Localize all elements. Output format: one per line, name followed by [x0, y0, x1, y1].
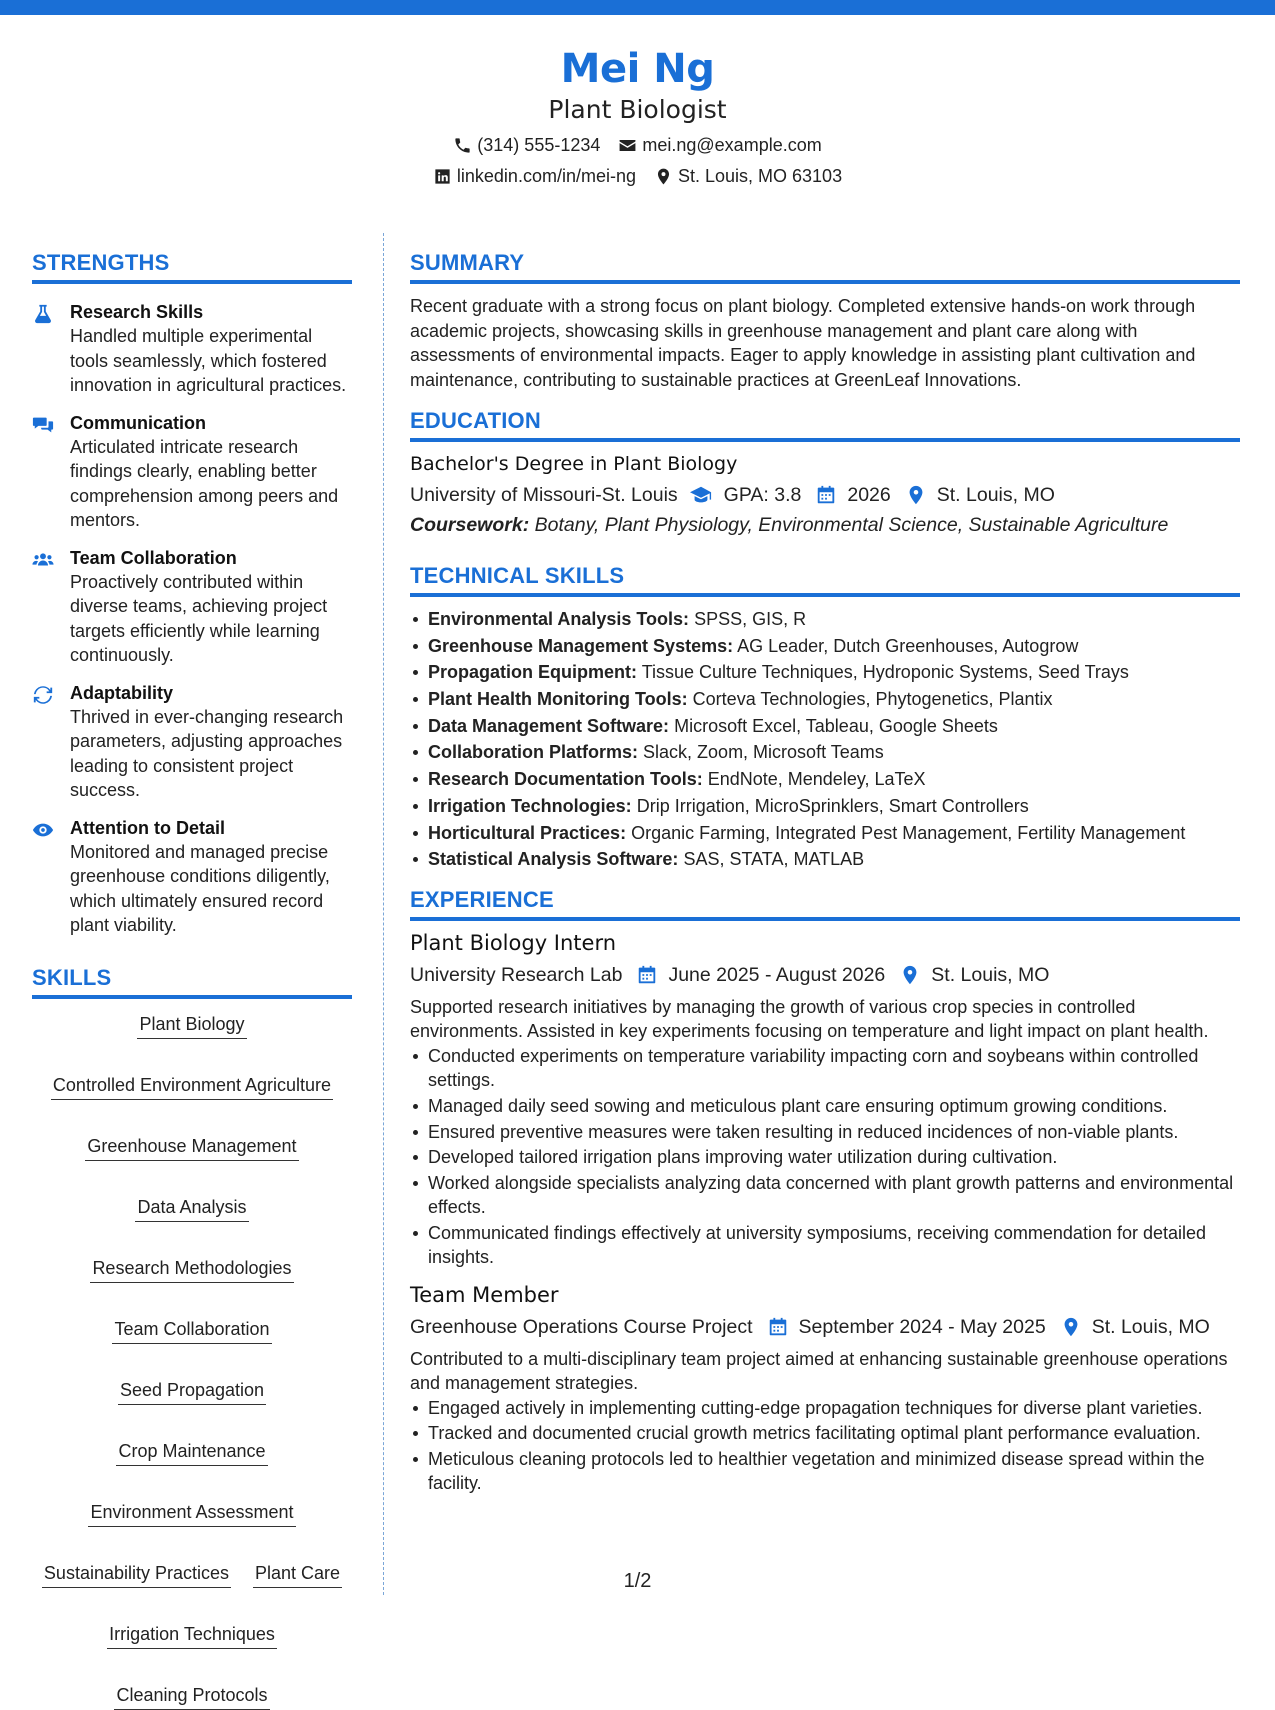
eye-icon [32, 819, 54, 841]
strengths-list [32, 300, 352, 938]
summary-heading: SUMMARY [410, 248, 1240, 284]
calendar-icon [636, 964, 658, 986]
comments-icon [32, 414, 54, 436]
list-item: Research Documentation Tools: EndNote, Mendeley, LaTeX [410, 767, 1240, 791]
page-indicator: 1/2 [623, 1570, 652, 1592]
job-org: Greenhouse Operations Course Project [410, 1315, 753, 1338]
technical-skills-heading: TECHNICAL SKILLS [410, 561, 1240, 597]
list-item: Propagation Equipment: Tissue Culture Techniques, Hydroponic Systems, Seed Trays [410, 660, 1240, 684]
list-item: Engaged actively in implementing cutting-edge propagation techniques for diverse plant varieties. [410, 1396, 1240, 1420]
strength-item [32, 681, 352, 803]
skill-tag: Environment Assessment [88, 1500, 295, 1527]
location-contact [654, 164, 842, 188]
phone-icon [453, 136, 472, 155]
phone-contact [453, 133, 600, 157]
skill-tag: Plant Biology [137, 1012, 246, 1039]
strength-desc: Articulated intricate research findings clearly, enabling better comprehension among peers and mentors. [70, 436, 339, 530]
job-entry [410, 929, 1240, 1268]
strength-item [32, 816, 352, 938]
calendar-icon [815, 484, 837, 506]
job-entry [410, 1281, 1240, 1495]
list-item: Communicated findings effectively at university symposiums, receiving commendation for detailed insights. [410, 1221, 1240, 1269]
strength-title: Adaptability [70, 682, 174, 703]
list-item: Meticulous cleaning protocols led to healthier vegetation and minimized disease spread within the facility. [410, 1447, 1240, 1495]
school-name: University of Missouri-St. Louis [410, 484, 678, 506]
candidate-name: Mei Ng [560, 46, 715, 92]
degree-title: Bachelor's Degree in Plant Biology [410, 453, 738, 475]
job-bullets [410, 1396, 1240, 1495]
skill-tag: Seed Propagation [118, 1378, 266, 1405]
map-marker-icon [654, 167, 673, 186]
linkedin-contact[interactable] [433, 164, 636, 188]
map-marker-icon [1060, 1316, 1082, 1338]
job-bullets [410, 1044, 1240, 1268]
linkedin-text[interactable]: linkedin.com/in/mei-ng [456, 166, 636, 186]
strength-item [32, 411, 352, 533]
contact-row-1 [0, 133, 1275, 157]
strength-item [32, 300, 352, 398]
calendar-icon [767, 1316, 789, 1338]
education-section [410, 406, 1240, 539]
list-item: Environmental Analysis Tools: SPSS, GIS, R [410, 607, 1240, 631]
map-marker-icon [905, 484, 927, 506]
strength-item [32, 546, 352, 668]
list-item: Tracked and documented crucial growth metrics facilitating optimal plant performance evaluation. [410, 1421, 1240, 1445]
skill-tag: Team Collaboration [112, 1317, 271, 1344]
experience-section [410, 885, 1240, 1495]
job-title: Plant Biology Intern [410, 931, 617, 956]
strength-title: Communication [70, 412, 207, 433]
list-item: Ensured preventive measures were taken resulting in reduced incidences of non-viable plants. [410, 1120, 1240, 1144]
coursework-label: Coursework: [410, 514, 530, 536]
coursework-list: Botany, Plant Physiology, Environmental Science, Sustainable Agriculture [534, 514, 1169, 536]
list-item: Developed tailored irrigation plans improving water utilization during cultivation. [410, 1145, 1240, 1169]
candidate-title: Plant Biologist [548, 95, 727, 124]
resume-header [0, 44, 1275, 188]
job-dates: June 2025 - August 2026 [668, 964, 886, 987]
coursework [410, 511, 1240, 539]
list-item: Statistical Analysis Software: SAS, STATA, MATLAB [410, 847, 1240, 871]
graduation-year: 2026 [847, 484, 891, 506]
strengths-heading: STRENGTHS [32, 248, 352, 284]
skill-tag: Greenhouse Management [85, 1134, 298, 1161]
strength-desc: Monitored and managed precise greenhouse conditions diligently, which ultimately ensured record plant viability. [70, 841, 330, 935]
strength-desc: Thrived in ever-changing research parameters, adjusting approaches leading to consistent project success. [70, 706, 344, 800]
top-accent-bar [0, 0, 1275, 15]
email-contact[interactable] [618, 133, 821, 157]
skill-tag: Plant Care [253, 1561, 342, 1588]
skills-list [32, 1012, 352, 1710]
list-item: Conducted experiments on temperature variability impacting corn and soybeans within controlled settings. [410, 1044, 1240, 1092]
job-meta [410, 1313, 1240, 1341]
map-marker-icon [899, 964, 921, 986]
skills-heading: SKILLS [32, 963, 352, 999]
experience-heading: EXPERIENCE [410, 885, 1240, 921]
job-meta [410, 961, 1240, 989]
flask-icon [32, 303, 54, 325]
skill-tag: Controlled Environment Agriculture [51, 1073, 333, 1100]
list-item: Horticultural Practices: Organic Farming, Integrated Pest Management, Fertility Management [410, 821, 1240, 845]
technical-skills-section [410, 561, 1240, 871]
skills-section [32, 963, 352, 1710]
list-item: Worked alongside specialists analyzing data concerned with plant growth patterns and environmental effects. [410, 1171, 1240, 1219]
skill-tag: Data Analysis [135, 1195, 248, 1222]
summary-text: Recent graduate with a strong focus on plant biology. Completed extensive hands-on work through academic projects, showcasing skills in greenhouse management and plant care along with assessments of environmental impacts. Eager to apply knowledge in assisting plant cultivation and maintenance, contributing to sustainable practices at GreenLeaf Innovations. [410, 296, 1196, 390]
list-item: Data Management Software: Microsoft Excel, Tableau, Google Sheets [410, 714, 1240, 738]
job-description: Supported research initiatives by managing the growth of various crop species in controlled environments. Assisted in key experiments focusing on temperature and light impact on plant health. [410, 997, 1209, 1042]
job-dates: September 2024 - May 2025 [798, 1315, 1046, 1338]
contact-row-2 [0, 164, 1275, 188]
job-location: St. Louis, MO [1091, 1315, 1210, 1338]
left-column [32, 248, 352, 1710]
gpa: GPA: 3.8 [723, 484, 802, 506]
job-title: Team Member [410, 1282, 559, 1307]
strength-title: Attention to Detail [70, 817, 225, 838]
skill-tag: Irrigation Techniques [107, 1622, 277, 1649]
skill-tag: Research Methodologies [90, 1256, 293, 1283]
skill-tag: Cleaning Protocols [114, 1683, 269, 1710]
linkedin-icon [433, 167, 452, 186]
strength-title: Research Skills [70, 302, 204, 322]
strength-desc: Proactively contributed within diverse teams, achieving project targets efficiently while learning continuously. [70, 571, 328, 665]
list-item: Collaboration Platforms: Slack, Zoom, Microsoft Teams [410, 740, 1240, 764]
education-heading: EDUCATION [410, 406, 1240, 442]
job-org: University Research Lab [410, 964, 623, 987]
list-item: Plant Health Monitoring Tools: Corteva Technologies, Phytogenetics, Plantix [410, 687, 1240, 711]
strength-desc: Handled multiple experimental tools seamlessly, which fostered innovation in agricultural practices. [70, 326, 347, 395]
skill-tag: Crop Maintenance [116, 1439, 267, 1466]
skill-tag: Sustainability Practices [42, 1561, 231, 1588]
users-icon [32, 549, 54, 571]
envelope-icon [618, 136, 637, 155]
list-item: Irrigation Technologies: Drip Irrigation, MicroSprinklers, Smart Controllers [410, 794, 1240, 818]
technical-skills-list [410, 607, 1240, 871]
graduation-cap-icon [688, 484, 714, 506]
list-item: Managed daily seed sowing and meticulous plant care ensuring optimum growing conditions. [410, 1094, 1240, 1118]
education-meta [410, 481, 1240, 509]
location-text: St. Louis, MO 63103 [677, 166, 843, 186]
email-text[interactable]: mei.ng@example.com [642, 135, 822, 155]
sync-icon [32, 684, 54, 706]
list-item: Greenhouse Management Systems: AG Leader, Dutch Greenhouses, Autogrow [410, 634, 1240, 658]
phone-text: (314) 555-1234 [477, 135, 601, 155]
education-location: St. Louis, MO [936, 484, 1055, 506]
right-column [410, 248, 1240, 1497]
job-location: St. Louis, MO [931, 964, 1050, 987]
job-description: Contributed to a multi-disciplinary team project aimed at enhancing sustainable greenhouse operations and management strategies. [410, 1348, 1228, 1393]
column-divider [383, 233, 384, 1595]
strength-title: Team Collaboration [70, 547, 237, 568]
